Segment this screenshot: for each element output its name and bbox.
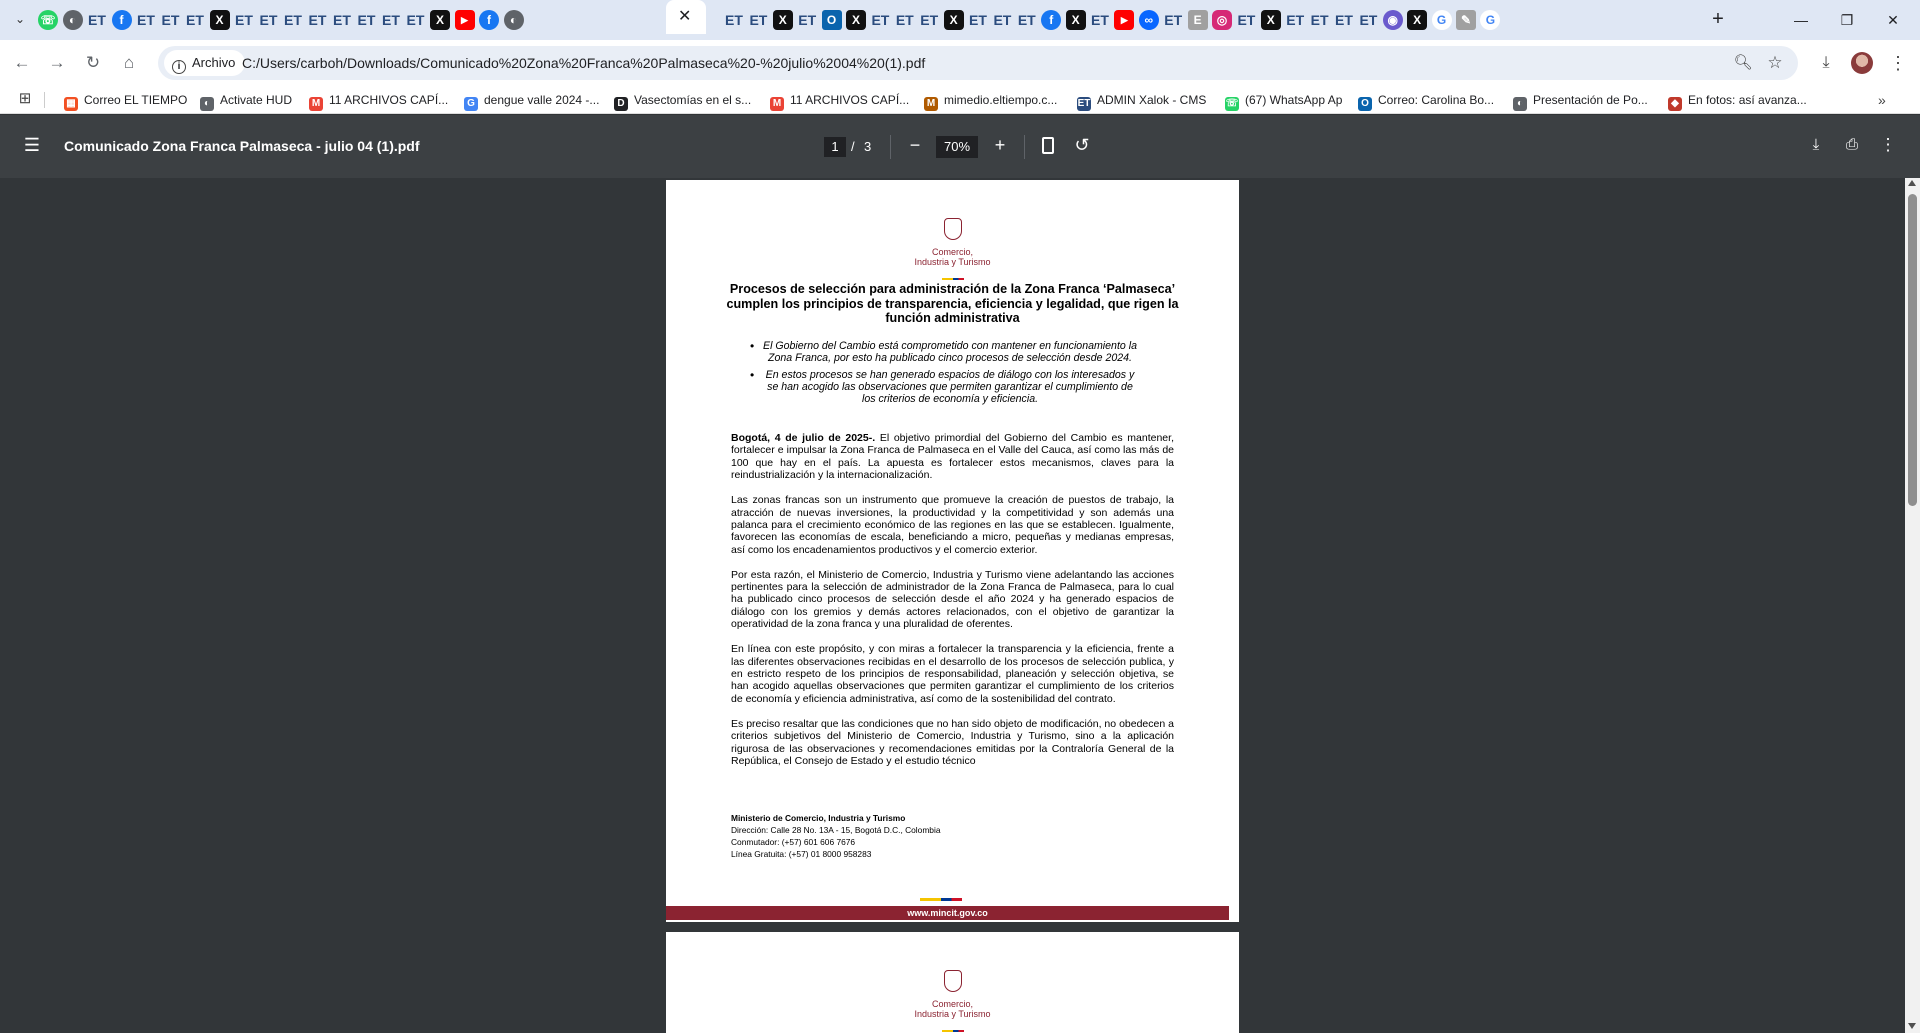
rotate-icon[interactable]: ↺ [1074,135,1090,155]
outlook-icon[interactable]: O [822,10,842,30]
pdf-viewer[interactable] [0,178,1920,1033]
x-icon[interactable]: X [1407,10,1427,30]
eltiempo-icon[interactable]: ET [871,12,890,28]
pdf-page-1 [666,180,1239,922]
pdf-toolbar [0,115,1920,178]
eltiempo-icon[interactable]: ET [137,12,155,28]
whatsapp-icon[interactable]: ☏ [38,10,58,30]
meta-icon[interactable]: ∞ [1139,10,1159,30]
bookmark-item[interactable] [614,90,751,110]
eltiempo-icon: ET [1077,98,1091,109]
document-title: Procesos de selección para administración de la Zona Franca ‘Palmaseca’ cumplen los principios de transparencia, eficiencia y legalidad, que rigen la función administrativa [726,282,1179,325]
eltiempo-icon[interactable]: ET [235,12,253,28]
bookmark-label: En fotos: así avanza... [1688,93,1807,107]
fit-page-shape [1042,137,1054,154]
bookmark-label: Vasectomías en el s... [634,93,752,107]
restore-button[interactable]: ❐ [1840,12,1854,28]
eltiempo-icon[interactable]: ET [798,12,817,28]
profile-avatar[interactable] [1851,52,1873,74]
bookmark-label: 11 ARCHIVOS CAPÍ... [329,93,449,107]
flag-stripe [942,278,964,280]
tab-active[interactable] [666,0,706,34]
eltiempo-icon[interactable]: ET [357,12,376,28]
apps-grid-icon[interactable]: ⊞ [18,90,32,107]
downloads-icon[interactable]: ⤓ [1822,54,1830,71]
body-paragraph: Por esta razón, el Ministerio de Comercio, Industria y Turismo viene adelantando las acciones pertinentes para la selección de administrador de la Zona Franca de Palmaseca, para lo cual ha publicado cinco procesos de selección desde el año 2024 y ha generado espacios de diálogo con los gremios y demás actores relacionados, con el objetivo de garantizar la operatividad de la zona franca y una pluralidad de oferentes. [731,568,1174,631]
logo-line-1: Comercio, [931,247,973,257]
globe-icon[interactable]: ◐ [63,10,83,30]
body-paragraph: En línea con este propósito, y con miras a fortalecer la transparencia y la eficiencia, frente a las diferentes observaciones recibidas en el desarrollo de los procesos de selección publica, y en estricto respeto de los principios de responsabilidad, planeación y selección objetiva, se han acogido aquellas observaciones que permiten garantizar el cumplimiento de los criterios de economía y eficiencia administrativa, así como de la sostenibilidad del contrato. [731,643,1174,705]
instagram-icon[interactable]: ◎ [1212,10,1232,30]
ministry-address: Dirección: Calle 28 No. 13A - 15, Bogotá D.C., Colombia [731,825,941,835]
pdf-download-icon[interactable]: ⤓ [1812,136,1820,153]
eltiempo-icon[interactable]: ET [920,12,939,28]
print-icon[interactable]: ⎙ [1845,136,1858,153]
minimize-button[interactable]: — [1794,12,1808,28]
tab-strip [0,0,1920,40]
website-footer: www.mincit.gov.co [666,906,1229,920]
bookmark-label: ADMIN Xalok - CMS [1097,93,1207,107]
eltiempo-icon[interactable]: ET [969,12,987,28]
bookmark-item[interactable] [1358,90,1494,110]
google-icon[interactable]: G [1480,10,1500,30]
eltiempo-icon[interactable]: ET [284,12,302,28]
x-icon[interactable]: X [210,10,230,30]
facebook-icon[interactable]: f [1041,10,1061,30]
reload-button[interactable]: ↻ [85,53,101,72]
info-icon: i [172,60,186,74]
pdf-sidebar-menu-icon[interactable]: ☰ [23,135,41,155]
eltiempo-icon[interactable]: ET [259,12,278,28]
other-icon[interactable]: ◉ [1383,10,1403,30]
pdf-more-options-icon[interactable]: ⋮ [1879,135,1897,154]
bookmark-label: mimedio.eltiempo.c... [944,93,1058,107]
eltiempo-icon[interactable]: ET [186,12,204,28]
scroll-thumb[interactable] [1908,194,1917,506]
globe-icon[interactable]: ◐ [504,10,524,30]
eltiempo-icon[interactable]: ET [725,12,743,28]
ministry-logo [666,218,1239,285]
eltiempo-icon[interactable]: ET [1091,12,1109,28]
bookmark-item[interactable] [464,90,599,110]
google-icon: G [464,97,478,111]
home-button[interactable]: ⌂ [123,53,135,72]
logo-line-2: Industria y Turismo [914,257,991,267]
url-text[interactable]: C:/Users/carboh/Downloads/Comunicado%20Zona%20Franca%20Palmaseca%20-%20julio%2004%20(1).pdf [242,55,926,71]
gmail-icon: M [770,97,784,111]
globe-icon: ◐ [200,97,214,111]
bookmark-item[interactable] [64,90,187,110]
youtube-icon[interactable]: ▶ [1114,10,1134,30]
bookmarks-more-icon[interactable]: » [1878,92,1886,108]
vertical-scrollbar[interactable] [1905,178,1920,1033]
tab-search-chevron-icon[interactable]: ⌄ [14,12,26,26]
eltiempo-icon[interactable]: ET [749,12,768,28]
bookmarks-bar [0,86,1920,114]
origin-label: Archivo [192,55,236,70]
summary-bullet: • En estos procesos se han generado espacios de diálogo con los interesados y se han acogido las observaciones que permiten garantizar el cumplimiento de los criterios de economía y eficiencia. [762,369,1138,406]
globe-icon: ◐ [1513,97,1527,111]
mimedio-icon: M [924,97,938,111]
toolbar-divider [890,135,891,159]
tab-close-icon[interactable]: ✕ [678,8,692,25]
bookmarks-divider [44,92,45,108]
logo-line-1: Comercio, [931,999,973,1009]
forward-button[interactable]: → [48,53,66,72]
ministry-toll-free: Línea Gratuita: (+57) 01 8000 958283 [731,849,872,859]
ministry-phone: Conmutador: (+57) 601 606 7676 [731,837,856,847]
ministry-name: Ministerio de Comercio, Industria y Turismo [731,813,906,823]
bookmark-star-icon[interactable]: ☆ [1767,53,1783,72]
bookmark-label: (67) WhatsApp Ap [1245,93,1343,107]
flag-stripe [942,1030,964,1032]
eltiempo-icon[interactable]: ET [1164,12,1183,28]
ministry-contact [731,812,1031,860]
eltiempo-icon[interactable]: ET [1286,12,1305,28]
document-body [731,432,1174,780]
eltiempo-icon[interactable]: ET [382,12,400,28]
x-icon[interactable]: X [430,10,450,30]
new-tab-button[interactable]: + [1712,8,1724,30]
site-info-chip[interactable] [164,50,245,76]
bookmark-label: dengue valle 2024 -... [484,93,600,107]
scroll-up-arrow-icon[interactable] [1908,180,1916,186]
bookmark-item[interactable] [1668,90,1807,110]
x-icon[interactable]: X [1066,10,1086,30]
close-window-button[interactable]: ✕ [1887,12,1899,28]
zoom-out-button[interactable]: − [909,135,921,155]
coat-of-arms-icon [944,218,962,240]
bookmark-label: Correo: Carolina Bo... [1378,93,1495,107]
x-icon[interactable]: X [1261,10,1281,30]
outlook-icon: O [1358,97,1372,111]
eltiempo-icon[interactable]: ET [161,12,180,28]
bookmark-item[interactable] [309,90,448,110]
bookmark-item[interactable] [1077,90,1206,110]
bookmark-label: Presentación de Po... [1533,93,1648,107]
summary-bullet: • El Gobierno del Cambio está comprometido con mantener en funcionamiento la Zona Franca, por esto ha publicado cinco procesos de selección desde 2024. [762,340,1138,365]
youtube-icon[interactable]: ▶ [455,10,475,30]
body-paragraph: Las zonas francas son un instrumento que promueve la creación de puestos de trabajo, la atracción de nuevas inversiones, la productividad y la competitividad y son además una palanca para el crecimiento económico de las regiones en las que se establecen. Igualmente, favorecen las economías de escala, beneficiando a micro, pequeñas y medianas empresas, así como los encadenamientos productivos y el comercio exterior. [731,494,1174,556]
eltiempo-icon[interactable]: ET [1310,12,1329,28]
browser-menu-icon[interactable]: ⋮ [1889,53,1907,73]
bookmark-item[interactable] [200,90,292,110]
signature-icon[interactable]: ✎ [1456,10,1476,30]
tab-list [38,6,1698,34]
bookmark-item[interactable] [924,90,1057,110]
eltiempo-icon[interactable]: ET [88,12,106,28]
body-paragraph [731,432,1174,482]
eltiempo-icon[interactable]: ET [406,12,425,28]
x-icon[interactable]: X [773,10,793,30]
back-button[interactable]: ← [13,53,31,72]
facebook-icon[interactable]: f [112,10,132,30]
fit-page-icon[interactable] [1037,134,1059,158]
bookmark-label: Activate HUD [220,93,293,107]
bookmark-item[interactable] [770,90,909,110]
body-paragraph: Es preciso resaltar que las condiciones que no han sido objeto de modificación, no obedecen a criterios subjetivos del Ministerio de Comercio, Industria y Turismo, sino a la aplicación rigurosa de las observaciones y recomendaciones emitidas por la Contraloría General de la República, el Consejo de Estado y el estudio técnico [731,717,1174,767]
zoom-magnifier-icon[interactable]: 🔍︎ [1733,54,1753,71]
eltiempo-icon[interactable]: ET [1359,12,1378,28]
eltiempo-logo-icon[interactable]: E [1188,10,1208,30]
toolbar-divider [1024,135,1025,159]
dateline: Bogotá, 4 de julio de 2025-. [731,432,876,444]
pdf-page-2 [666,932,1239,1033]
bookmark-item[interactable] [1513,90,1648,110]
browser-toolbar [0,40,1920,86]
eltiempo-icon[interactable]: ET [333,12,351,28]
zoom-level-input[interactable] [936,136,978,158]
document-icon: D [614,97,628,111]
ministry-logo [666,970,1239,1033]
zoom-in-button[interactable]: + [994,135,1006,155]
scroll-down-arrow-icon[interactable] [1908,1023,1916,1029]
footer-flag-stripe [920,898,962,901]
eltiempo-icon[interactable]: ET [308,12,327,28]
x-icon[interactable]: X [846,10,866,30]
paragraph-text: El objetivo primordial del Gobierno del Cambio es mantener, fortalecer e impulsar la Zona Franca de Palmaseca en el Valle del Cauca, así como las más de 100 que hay en el país. La apuesta es fortalecer estos mecanismos, claves para la reindustrialización y la internacionalización. [731,432,1174,482]
page-number-input[interactable] [824,137,846,157]
bookmark-label: Correo EL TIEMPO [84,93,188,107]
x-icon[interactable]: X [944,10,964,30]
eltiempo-icon[interactable]: ET [1237,12,1256,28]
coat-of-arms-icon [944,970,962,992]
google-icon[interactable]: G [1432,10,1452,30]
microsoft-icon: ▦ [64,97,78,111]
pdf-title: Comunicado Zona Franca Palmaseca - julio 04 (1).pdf [64,138,420,154]
facebook-icon[interactable]: f [479,10,499,30]
eltiempo-icon[interactable]: ET [895,12,914,28]
whatsapp-icon: ☏ [1225,98,1239,109]
gmail-icon: M [309,97,323,111]
address-bar[interactable] [158,46,1798,80]
summary-bullets [762,340,1138,409]
logo-line-2: Industria y Turismo [914,1009,991,1019]
eltiempo-icon[interactable]: ET [1335,12,1353,28]
bookmark-item[interactable] [1225,90,1342,110]
eltiempo-icon[interactable]: ET [993,12,1012,28]
page-total: 3 [864,139,872,154]
bookmark-label: 11 ARCHIVOS CAPÍ... [790,93,910,107]
page-separator: / [851,139,855,154]
news-icon: ◆ [1668,97,1682,111]
eltiempo-icon[interactable]: ET [1017,12,1036,28]
